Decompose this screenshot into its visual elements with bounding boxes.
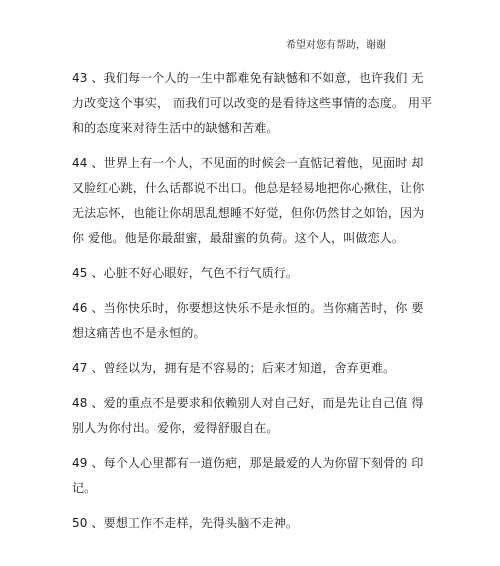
quote-paragraph-46: 46 、当你快乐时，你要想这快乐不是永恒的。当你痛苦时，你 要想这痛苦也不是永恒的。 xyxy=(72,301,424,340)
quote-paragraph-45: 45 、心脏不好心眼好，气色不行气质行。 xyxy=(72,266,299,280)
quote-paragraph-47: 47 、曾经以为，拥有是不容易的；后来才知道，舍弃更难。 xyxy=(72,361,396,375)
header-note: 希望对您有帮助，谢谢 xyxy=(286,40,386,51)
quote-list xyxy=(72,66,434,546)
quote-paragraph-50: 50 、要想工作不走样，先得头脑不走神。 xyxy=(72,516,299,530)
quote-paragraph-49: 49 、每个人心里都有一道伤疤，那是最爱的人为你留下刻骨的 印记。 xyxy=(72,456,424,495)
quote-paragraph-43: 43 、我们每一个人的一生中都难免有缺憾和不如意，也许我们 无力改变这个事实， 而我们可以改变的是看待这些事情的态度。 用平 和的态度来对待生活中的缺憾和苦难。 xyxy=(72,71,433,135)
quote-paragraph-44: 44 、世界上有一个人，不见面的时候会一直惦记着他，见面时 却又脸红心跳，什么话都说不出口。他总是轻易地把你心揪住，让你 无法忘怀，也能让你胡思乱想睡不好觉，但你仍然甘之如饴，因为你 爱他。他是你最甜蜜，最甜蜜的负荷。这个人，叫做恋人。 xyxy=(72,156,425,245)
quote-paragraph-48: 48 、爱的重点不是要求和依赖别人对自己好，而是先让自己值 得别人为你付出。爱你，爱得舒服自在。 xyxy=(72,396,424,435)
